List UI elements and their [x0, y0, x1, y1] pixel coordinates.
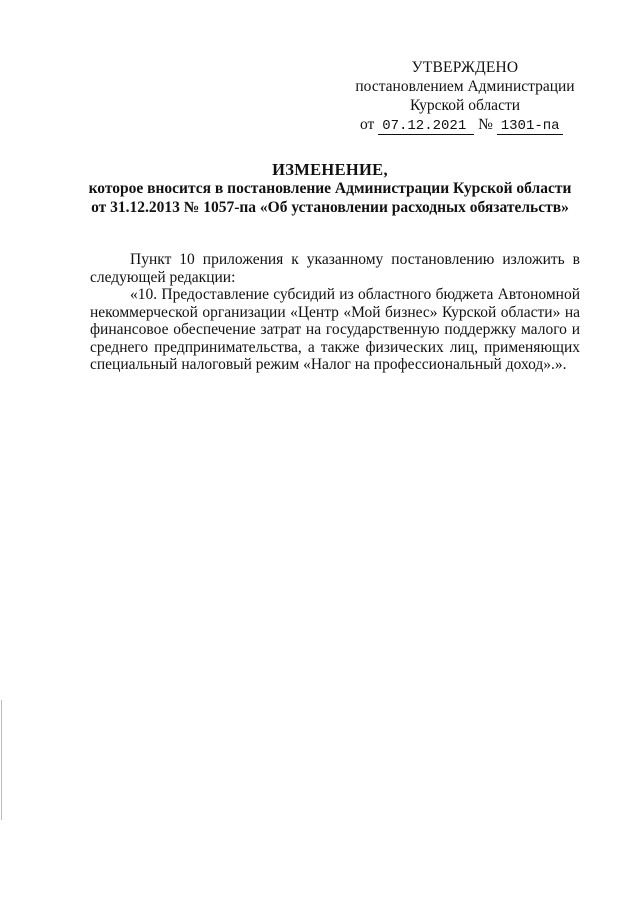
date-prefix: от [360, 116, 375, 133]
body-paragraph-1: Пункт 10 приложения к указанному постановлению изложить в следующей редакции: [90, 251, 580, 286]
approval-block [340, 58, 590, 135]
document-body [90, 251, 580, 374]
heading-title: ИЗМЕНЕНИЕ, [272, 160, 388, 179]
heading-subtitle-1: которое вносится в постановление Администрации Курской области [88, 180, 572, 197]
approval-line-1: постановлением Администрации [355, 78, 575, 95]
scan-edge-mark [1, 700, 2, 820]
approval-title: УТВЕРЖДЕНО [411, 59, 519, 76]
heading-subtitle-2: от 31.12.2013 № 1057-па «Об установлении расходных обязательств» [91, 199, 569, 216]
document-heading [80, 160, 580, 217]
number-value: 1301-па [497, 119, 563, 135]
approval-line-2: Курской области [409, 97, 521, 114]
number-prefix: № [478, 116, 493, 133]
approval-date-line [340, 115, 590, 135]
body-paragraph-2: «10. Предоставление субсидий из областного бюджета Автономной некоммерческой организации «Центр «Мой бизнес» Курской области» на финансовое обеспечение затрат на государственную поддержку малого и среднего предпринимательства, а также физических лиц, применяющих специальный налоговый режим «Налог на профессиональный доход».». [90, 286, 580, 373]
date-value: 07.12.2021 [378, 119, 474, 135]
